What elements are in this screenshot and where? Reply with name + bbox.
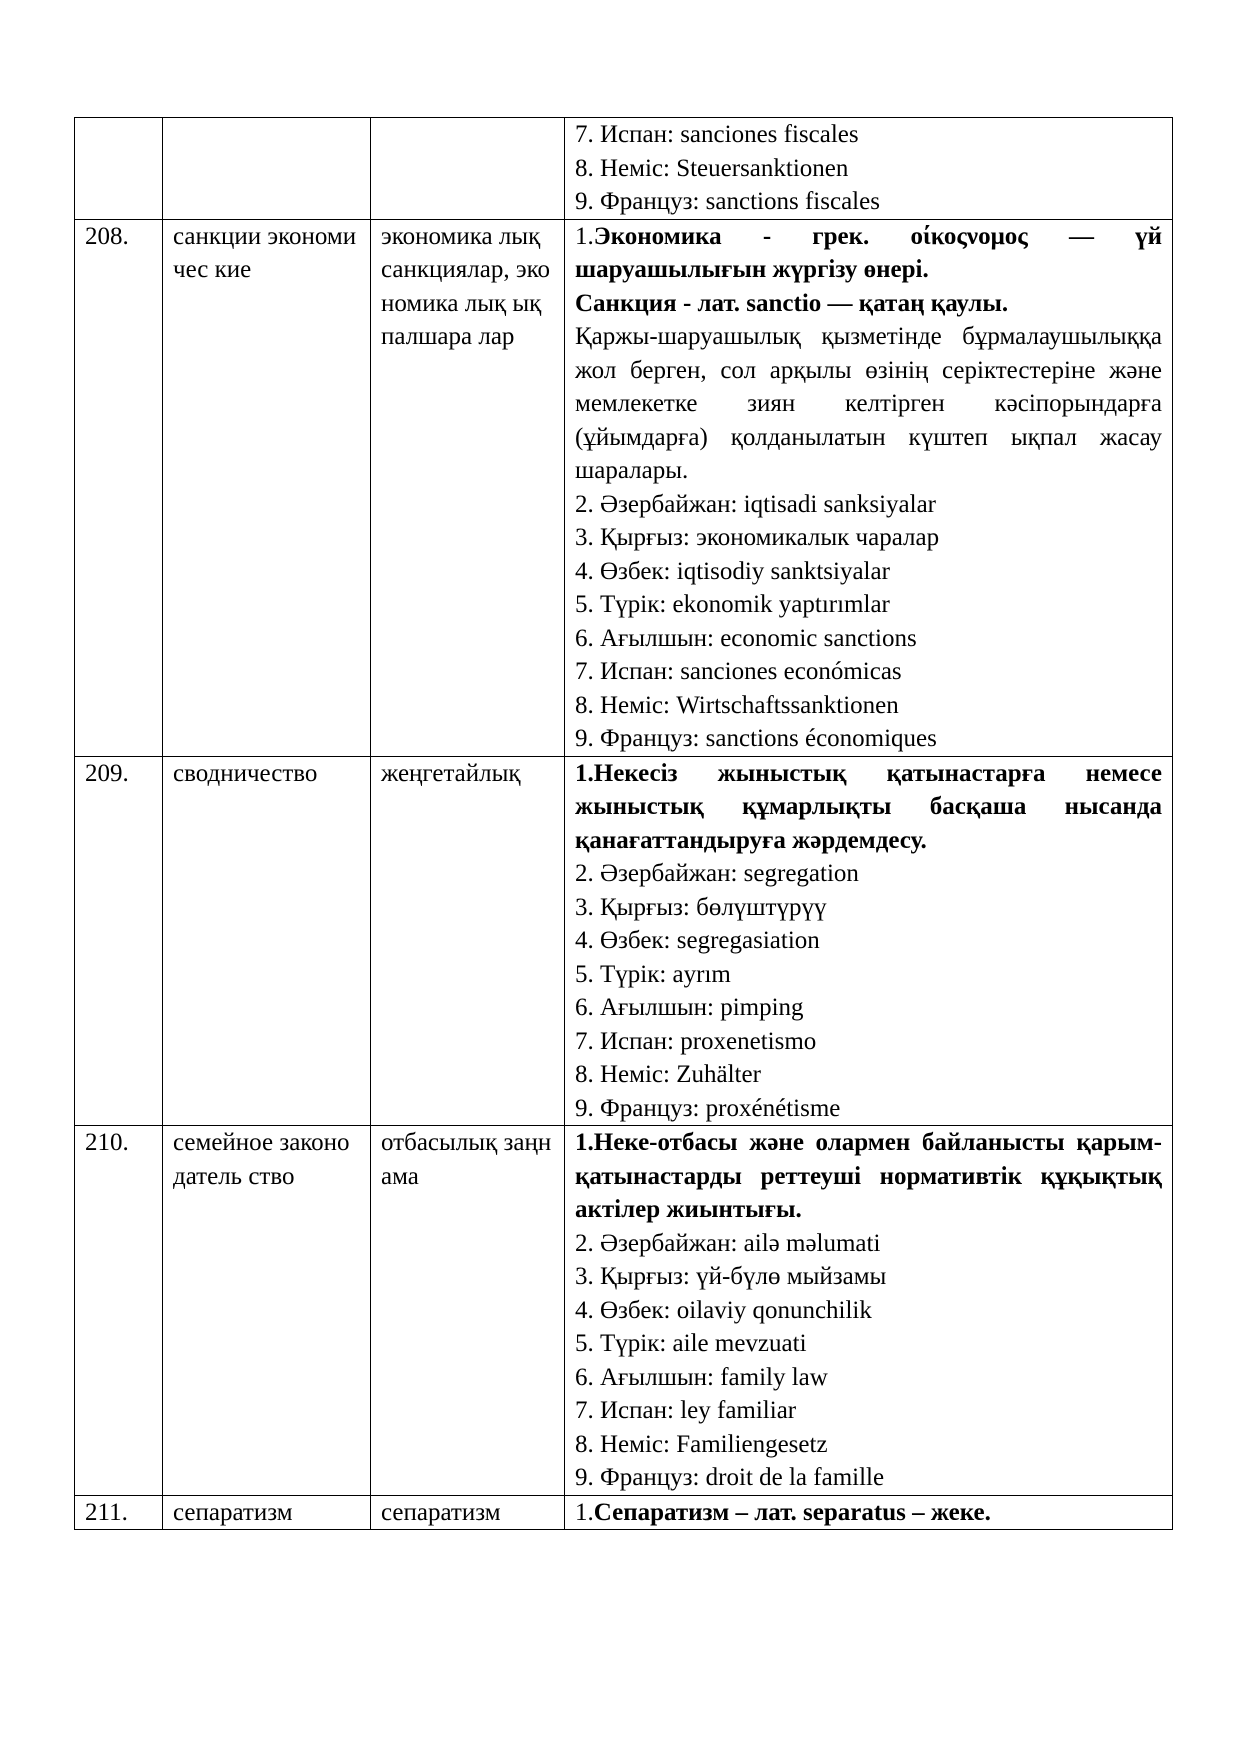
translation-line: 3. Қырғыз: экономикалык чаралар — [575, 524, 940, 551]
table-row — [75, 118, 1173, 220]
entry-number: 209. — [75, 756, 163, 1126]
kazakh-term: экономика лық санкциялар, экономика лық ықпалшара лар — [371, 219, 565, 756]
definition-text: Қаржы-шаруашылық қызметінде бұрмалаушылыққа жол берген, сол арқылы өзінің серіктестеріне және мемлекетке зиян келтірген кәсіпорындарға (ұйымдарға) қолданылатын күштеп ықпал жасау шаралары. — [575, 323, 1162, 484]
russian-term: семейное законодатель ство — [163, 1126, 371, 1496]
translation-line: 6. Ағылшын: economic sanctions — [575, 624, 917, 652]
definition-cell — [565, 756, 1173, 1126]
definition-cell — [565, 1126, 1173, 1496]
translation-line: 8. Неміс: Wirtschaftssanktionen — [575, 691, 899, 719]
etymology-economics — [575, 220, 1162, 287]
translation-line: 2. Әзербайжан: segregation — [575, 860, 859, 887]
russian-term: санкции экономичес кие — [163, 219, 371, 756]
translation-line: 8. Неміс: Zuhälter — [575, 1061, 761, 1088]
glossary-table — [74, 117, 1173, 1530]
table-row — [75, 1495, 1173, 1530]
table-row — [75, 219, 1173, 756]
translation-line: 7. Испан: ley familiar — [575, 1397, 797, 1424]
translation-line: 8. Неміс: Familiengesetz — [575, 1430, 828, 1458]
definition-bold: Экономика - грек. οίκοςνομος — үй шаруашылығын жүргізу өнері. — [575, 222, 1162, 283]
definition-bold: 1.Некесіз жыныстық қатынастарға немесе жыныстық құмарлықты басқаша нысанда қанағаттандыруға жәрдемдесу. — [575, 759, 1162, 854]
entry-number — [75, 118, 163, 220]
definition-bold: 1.Неке-отбасы және олармен байланысты қарым-қатынастарды реттеуші нормативтік құқықтық актілер жиынтығы. — [575, 1129, 1162, 1223]
kazakh-term: жеңгетайлық — [371, 756, 565, 1126]
russian-term: сепаратизм — [163, 1495, 371, 1530]
translation-line: 2. Әзербайжан: ailə məlumati — [575, 1229, 881, 1257]
definition-prefix: 1. — [575, 1498, 594, 1526]
definition-cell — [565, 219, 1173, 756]
entry-number: 211. — [75, 1495, 163, 1530]
translation-line: 5. Түрік: ekonomik yaptırımlar — [575, 591, 890, 618]
translation-line: 3. Қырғыз: үй-бүлө мыйзамы — [575, 1263, 887, 1290]
russian-term: сводничество — [163, 756, 371, 1126]
etymology-sanction: Санкция - лат. sanctio — қатаң қаулы. — [575, 289, 1009, 317]
table-row — [75, 756, 1173, 1126]
definition-cell — [565, 118, 1173, 220]
translation-line: 4. Өзбек: iqtisodiy sanktsiyalar — [575, 557, 890, 585]
translation-line: 7. Испан: sanciones económicas — [575, 658, 902, 685]
translation-line: 3. Қырғыз: бөлүштүрүү — [575, 893, 827, 921]
kazakh-term: отбасылық заңнама — [371, 1126, 565, 1496]
translation-line: 6. Ағылшын: family law — [575, 1363, 828, 1391]
russian-term — [163, 118, 371, 220]
translation-line: 8. Неміс: Steuersanktionen — [575, 154, 849, 182]
translation-line: 4. Өзбек: oilaviy qonunchilik — [575, 1296, 872, 1324]
kazakh-term — [371, 118, 565, 220]
entry-number: 210. — [75, 1126, 163, 1496]
translation-line: 5. Түрік: aile mevzuati — [575, 1330, 807, 1357]
kazakh-term: сепаратизм — [371, 1495, 565, 1530]
translation-line: 5. Түрік: ayrım — [575, 960, 731, 988]
translation-line: 2. Әзербайжан: iqtisadi sanksiyalar — [575, 490, 936, 518]
definition-cell — [565, 1495, 1173, 1530]
translation-line: 9. Француз: sanctions économiques — [575, 725, 937, 752]
translation-line: 4. Өзбек: segregasiation — [575, 927, 820, 954]
definition-prefix: 1. — [575, 222, 594, 250]
definition-bold: Сепаратизм – лат. separatus – жеке. — [593, 1498, 991, 1526]
entry-number: 208. — [75, 219, 163, 756]
translation-line: 7. Испан: proxenetismo — [575, 1027, 817, 1055]
translation-line: 7. Испан: sanciones fiscales — [575, 121, 859, 148]
translation-line: 6. Ағылшын: pimping — [575, 994, 804, 1021]
etymology-separatism — [575, 1496, 1162, 1530]
table-row — [75, 1126, 1173, 1496]
translation-line: 9. Француз: droit de la famille — [575, 1464, 885, 1491]
translation-line: 9. Француз: proxénétisme — [575, 1094, 841, 1122]
translation-line: 9. Француз: sanctions fiscales — [575, 188, 880, 215]
